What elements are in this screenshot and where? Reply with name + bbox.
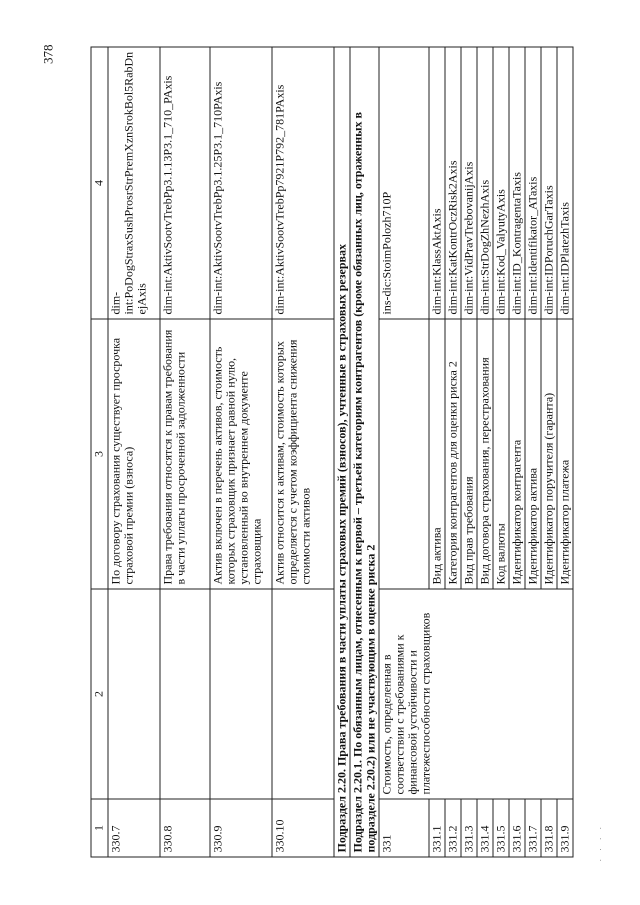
row-code: dim-int:IDPoruchGarTaxis [541, 47, 557, 319]
row-description: Права требования относятся к правам требования в части уплаты просроченной задолженности [160, 319, 210, 589]
row-number: 331.9 [557, 799, 573, 857]
row-number: 331.7 [525, 799, 541, 857]
scan-marks: · · · · [596, 823, 606, 861]
row-name: Стоимость, определенная в соответствии с требованиями к финансовой устойчивости и платежеспособности страховщиков [379, 589, 573, 799]
row-code: dim-int:AktivSootvTrebPp7921P792_781PAxis [272, 47, 334, 319]
row-name [210, 589, 272, 799]
row-number: 331 [379, 799, 429, 857]
row-code: dim-int:ID_KontragentaTaxis [509, 47, 525, 319]
row-number: 330.10 [272, 799, 334, 857]
table-row [160, 47, 210, 857]
row-number: 330.7 [108, 799, 160, 857]
row-code: dim-int:Identifikator_ATaxis [525, 47, 541, 319]
row-description: Актив относится к активам, стоимость которых определяется с учетом коэффициента снижения стоимости активов [272, 319, 334, 589]
row-code: dim-int:StrDogZhNezhAxis [477, 47, 493, 319]
header-col-4: 4 [91, 47, 108, 319]
row-number: 331.3 [461, 799, 477, 857]
row-description: Идентификатор контрагента [509, 319, 525, 589]
document-page [33, 30, 608, 875]
section-heading: Подраздел 2.20. Права требования в части уплаты страховых премий (взносов), учтенные в страховых резервах [334, 47, 350, 857]
row-number: 331.8 [541, 799, 557, 857]
row-number: 331.2 [445, 799, 461, 857]
row-code: dim-int:PoDogStraxSushProsrStrPremXznSrokBol5RabDnejAxis [108, 47, 160, 319]
header-col-3: 3 [91, 319, 108, 589]
row-description: Идентификатор актива [525, 319, 541, 589]
row-description: Вид актива [429, 319, 445, 589]
row-number: 331.1 [429, 799, 445, 857]
row-code: dim-int:KlassAktAxis [429, 47, 445, 319]
subsection-heading: Подраздел 2.20.1. По обязанным лицам, отнесенным к первой – третьей категориям контрагентов (кроме обязанных лиц, отраженных в подразделе 2.20.2) или не участвующим в оценке риска 2 [350, 47, 379, 857]
row-number: 331.5 [493, 799, 509, 857]
row-name [108, 589, 160, 799]
section-row [334, 47, 350, 857]
row-number: 331.4 [477, 799, 493, 857]
row-name [272, 589, 334, 799]
row-code: dim-int:IDPlatezhTaxis [557, 47, 573, 319]
row-description: По договору страхования существует просрочка страховой премии (взноса) [108, 319, 160, 589]
header-row [91, 47, 108, 857]
row-code: dim-int:VidPravTrebovanijAxis [461, 47, 477, 319]
row-code: ins-dic:StoimPolozh710P [379, 47, 429, 319]
row-description [379, 319, 429, 589]
table-row [210, 47, 272, 857]
row-description: Категория контрагентов для оценки риска 2 [445, 319, 461, 589]
row-number: 330.9 [210, 799, 272, 857]
row-description: Актив включен в перечень активов, стоимость которых страховщик признает равной нулю, установленный во внутреннем документе страховщика [210, 319, 272, 589]
row-code: dim-int:KatKontrOczRisk2Axis [445, 47, 461, 319]
row-number: 330.8 [160, 799, 210, 857]
table-row [108, 47, 160, 857]
row-description: Вид прав требования [461, 319, 477, 589]
header-col-1: 1 [91, 799, 108, 857]
table-row [272, 47, 334, 857]
row-description: Идентификатор поручителя (гаранта) [541, 319, 557, 589]
table-row [379, 47, 429, 857]
row-code: dim-int:Kod_ValyutyAxis [493, 47, 509, 319]
row-number: 331.6 [509, 799, 525, 857]
page-number: 378 [40, 44, 56, 64]
requirements-table [91, 46, 574, 857]
row-name [160, 589, 210, 799]
row-code: dim-int:AktivSootvTrebPp3.1.25P3.1_710PAxis [210, 47, 272, 319]
row-description: Идентификатор платежа [557, 319, 573, 589]
row-description: Вид договора страхования, перестрахования [477, 319, 493, 589]
row-description: Код валюты [493, 319, 509, 589]
header-col-2: 2 [91, 589, 108, 799]
row-code: dim-int:AktivSootvTrebPp3.1.13P3.1_710_PAxis [160, 47, 210, 319]
subsection-row [350, 47, 379, 857]
